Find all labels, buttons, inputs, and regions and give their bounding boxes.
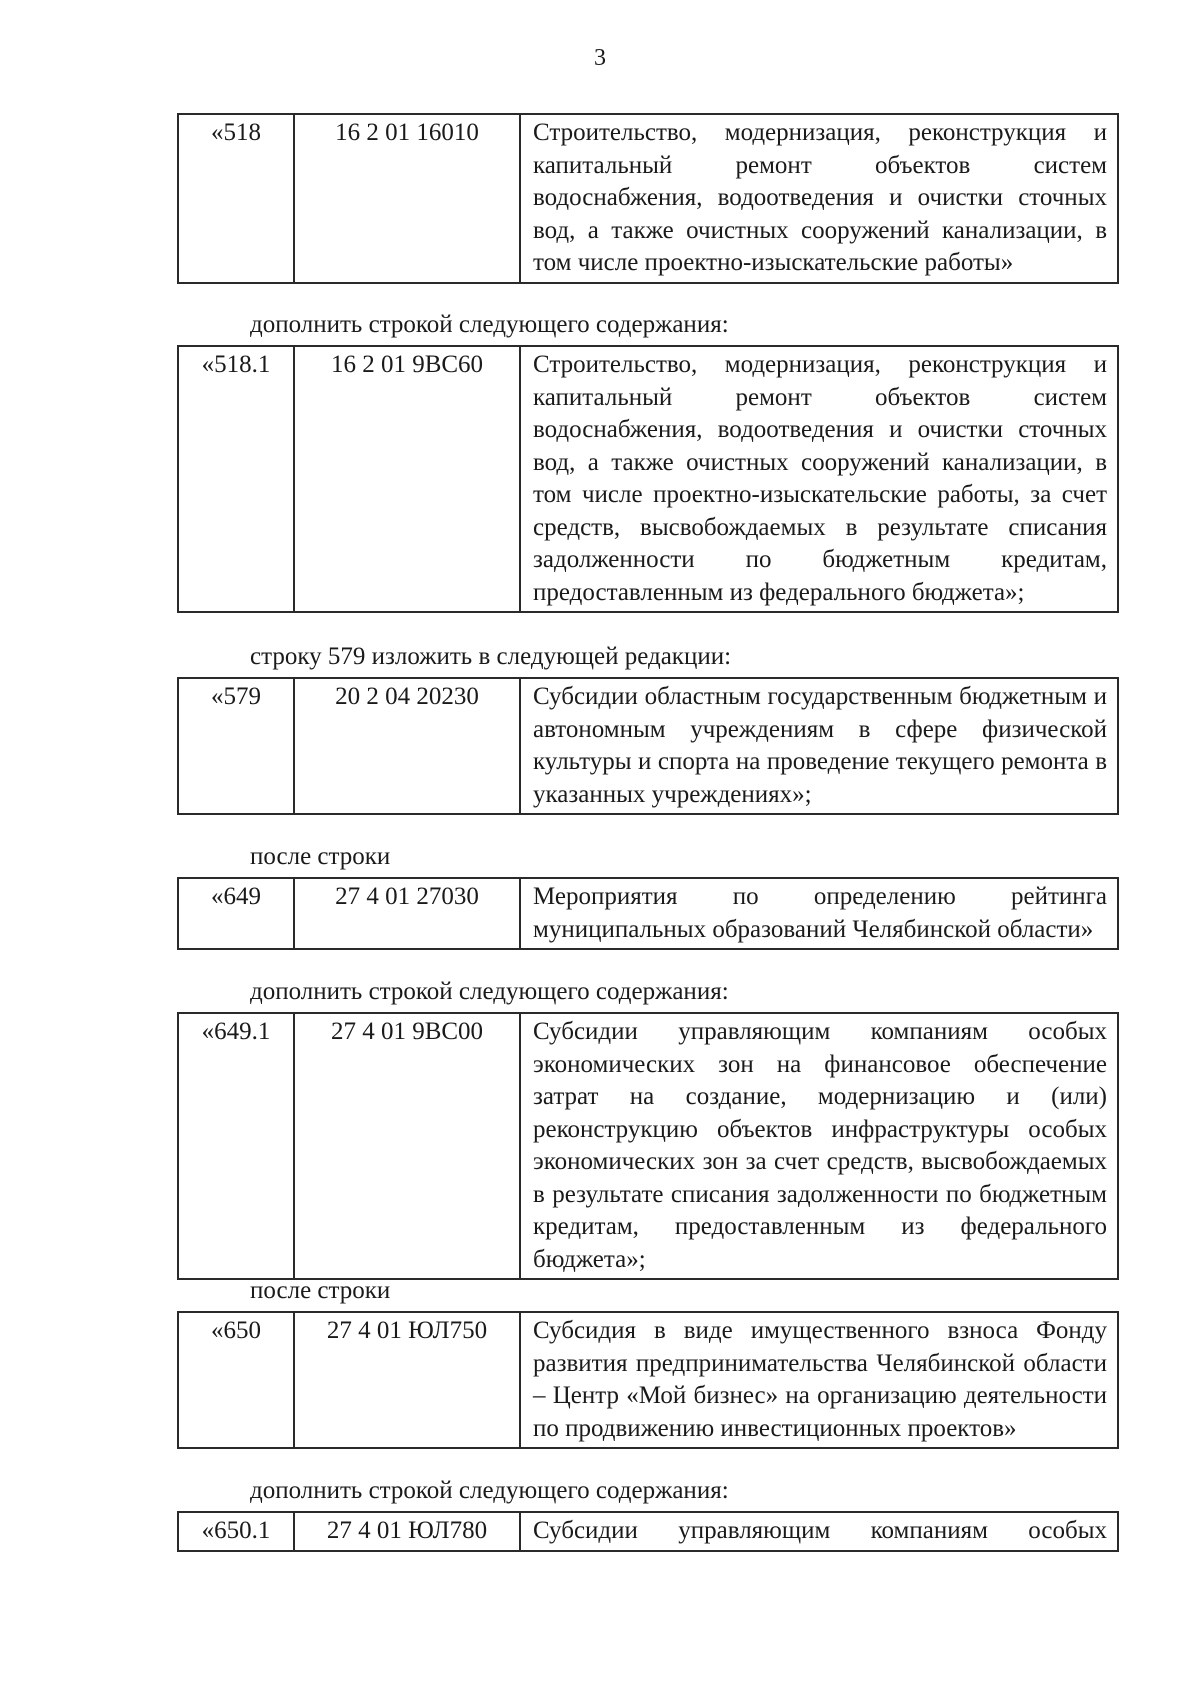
row-number: «579	[178, 678, 294, 814]
row-code: 27 4 01 9ВС00	[294, 1013, 520, 1279]
row-text: Субсидии управляющим компаниям особых экономических зон на финансовое обеспечение затрат на создание, модернизацию и (или) реконструкцию объектов инфраструктуры особых экономических зон за счет средств, высвобождаемых в результате списания задолженности по бюджетным кредитам, предоставленным из федерального бюджета»;	[520, 1013, 1118, 1279]
row-number: «518	[178, 114, 294, 283]
row-text: Субсидия в виде имущественного взноса Фонду развития предпринимательства Челябинской области – Центр «Мой бизнес» на организацию деятельности по продвижению инвестиционных проектов»	[520, 1312, 1118, 1448]
table-row-518	[177, 113, 1119, 284]
row-number: «650.1	[178, 1512, 294, 1551]
instruction-text: строку 579 изложить в следующей редакции:	[250, 643, 732, 670]
table-row-518-1	[177, 345, 1119, 613]
row-number: «518.1	[178, 346, 294, 612]
row-code: 20 2 04 20230	[294, 678, 520, 814]
row-text: Субсидии управляющим компаниям особых	[520, 1512, 1118, 1551]
row-code: 16 2 01 9ВС60	[294, 346, 520, 612]
instruction-text: после строки	[250, 1277, 391, 1304]
instruction-text: после строки	[250, 843, 391, 870]
table-row-649-1	[177, 1012, 1119, 1280]
row-text: Мероприятия по определению рейтинга муниципальных образований Челябинской области»	[520, 878, 1118, 949]
row-code: 27 4 01 27030	[294, 878, 520, 949]
instruction-text: дополнить строкой следующего содержания:	[250, 1477, 729, 1504]
row-number: «649	[178, 878, 294, 949]
page-number: 3	[594, 45, 606, 71]
row-number: «650	[178, 1312, 294, 1448]
row-text: Субсидии областным государственным бюджетным и автономным учреждениям в сфере физической культуры и спорта на проведение текущего ремонта в указанных учреждениях»;	[520, 678, 1118, 814]
row-code: 27 4 01 ЮЛ750	[294, 1312, 520, 1448]
table-row-650-1	[177, 1511, 1119, 1552]
row-number: «649.1	[178, 1013, 294, 1279]
row-code: 27 4 01 ЮЛ780	[294, 1512, 520, 1551]
table-row-579	[177, 677, 1119, 815]
instruction-text: дополнить строкой следующего содержания:	[250, 311, 729, 338]
row-text: Строительство, модернизация, реконструкция и капитальный ремонт объектов систем водоснабжения, водоотведения и очистки сточных вод, а также очистных сооружений канализации, в том числе проектно-изыскательские работы»	[520, 114, 1118, 283]
table-row-650	[177, 1311, 1119, 1449]
row-code: 16 2 01 16010	[294, 114, 520, 283]
table-row-649	[177, 877, 1119, 950]
row-text: Строительство, модернизация, реконструкция и капитальный ремонт объектов систем водоснабжения, водоотведения и очистки сточных вод, а также очистных сооружений канализации, в том числе проектно-изыскательские работы, за счет средств, высвобождаемых в результате списания задолженности по бюджетным кредитам, предоставленным из федерального бюджета»;	[520, 346, 1118, 612]
instruction-text: дополнить строкой следующего содержания:	[250, 978, 729, 1005]
